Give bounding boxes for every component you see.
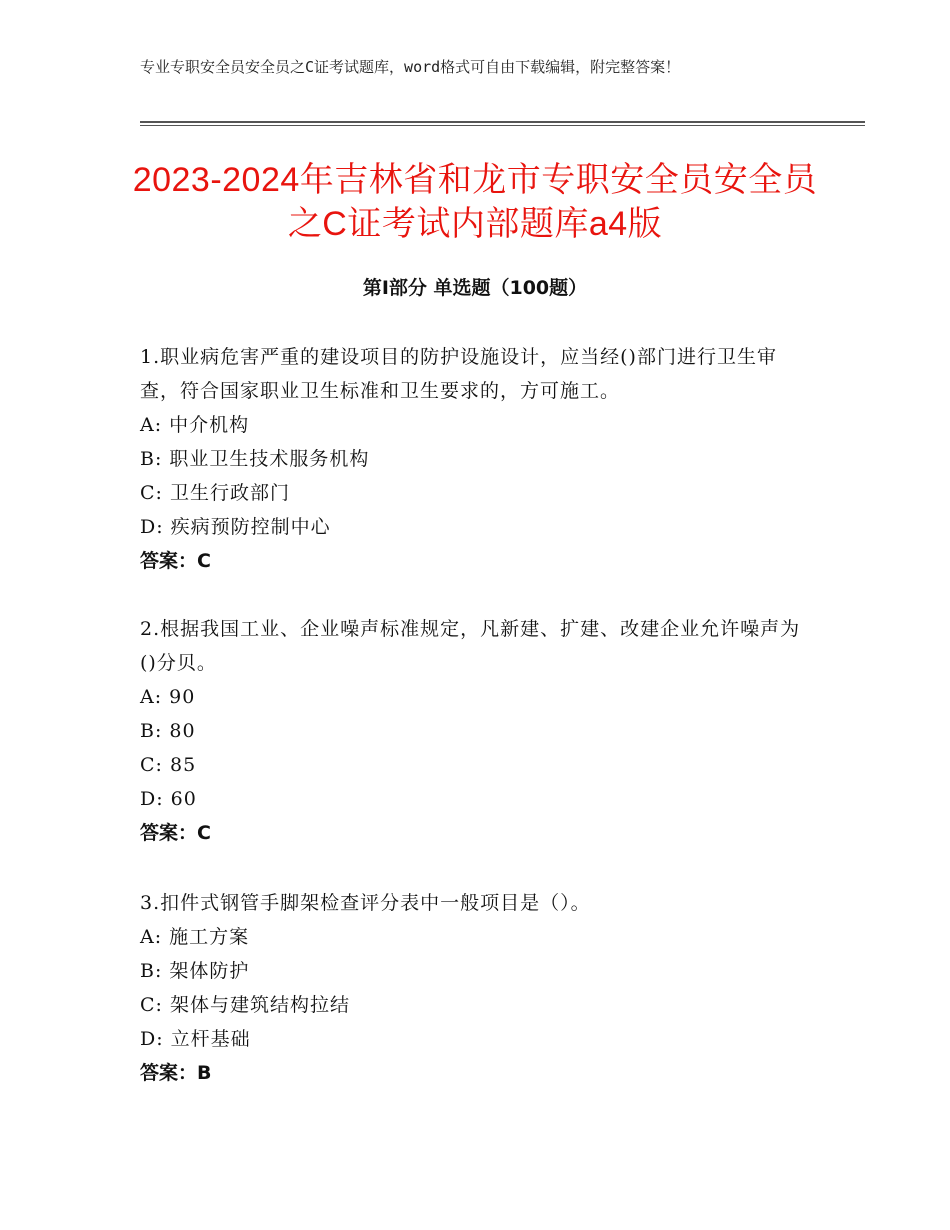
header-divider-thin bbox=[140, 125, 865, 126]
option-c: C: 架体与建筑结构拉结 bbox=[140, 994, 350, 1016]
question-stem: 3.扣件式钢管手脚架检查评分表中一般项目是（）。 bbox=[140, 892, 591, 914]
header-divider-thick bbox=[140, 121, 865, 123]
option-d: D: 立杆基础 bbox=[140, 1028, 251, 1050]
option-c: C: 85 bbox=[140, 754, 197, 776]
header-note: 专业专职安全员安全员之C证考试题库，word格式可自由下载编辑，附完整答案！ bbox=[140, 58, 681, 76]
option-d: D: 疾病预防控制中心 bbox=[140, 516, 331, 538]
option-b: B: 80 bbox=[140, 720, 196, 742]
question-stem: 2.根据我国工业、企业噪声标准规定，凡新建、扩建、改建企业允许噪声为()分贝。 bbox=[140, 618, 801, 674]
question-2 bbox=[140, 612, 810, 850]
answer: 答案：C bbox=[140, 550, 211, 572]
section-heading: 第I部分 单选题（100题） bbox=[362, 277, 588, 299]
answer: 答案：B bbox=[140, 1062, 212, 1084]
option-d: D: 60 bbox=[140, 788, 197, 810]
question-1 bbox=[140, 340, 810, 578]
option-b: B: 架体防护 bbox=[140, 960, 250, 982]
option-a: A: 90 bbox=[140, 686, 196, 708]
option-a: A: 施工方案 bbox=[140, 926, 250, 948]
question-3 bbox=[140, 886, 810, 1090]
answer: 答案：C bbox=[140, 822, 211, 844]
document-title: 2023-2024年吉林省和龙市专职安全员安全员之C证考试内部题库a4版 bbox=[132, 161, 818, 243]
option-a: A: 中介机构 bbox=[140, 414, 250, 436]
question-stem: 1.职业病危害严重的建设项目的防护设施设计，应当经()部门进行卫生审查，符合国家职业卫生标准和卫生要求的，方可施工。 bbox=[140, 346, 777, 402]
option-c: C: 卫生行政部门 bbox=[140, 482, 290, 504]
option-b: B: 职业卫生技术服务机构 bbox=[140, 448, 370, 470]
